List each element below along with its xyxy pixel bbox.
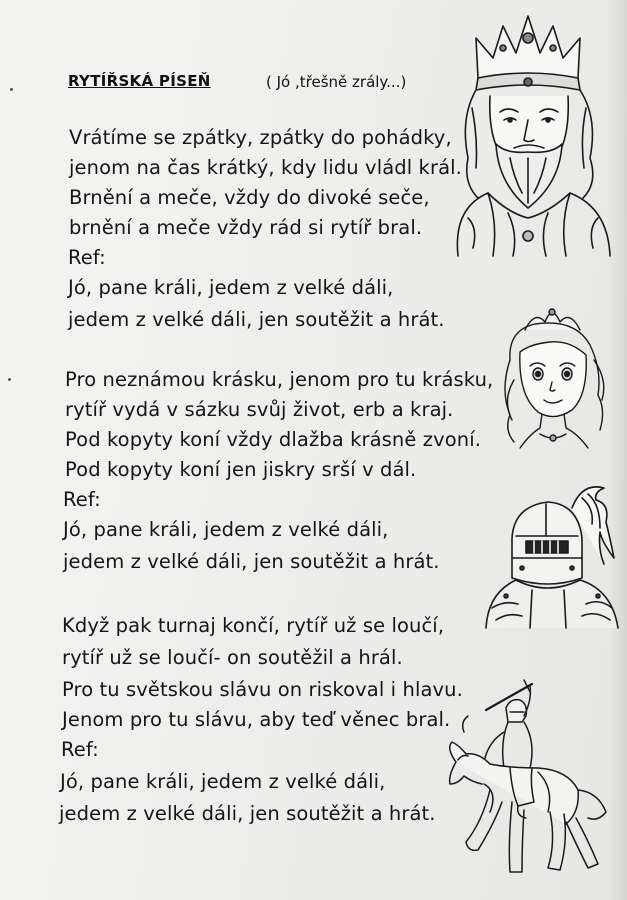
speck (8, 378, 11, 381)
verse-1-line-2: jenom na čas krátký, kdy lidu vládl král. (69, 156, 462, 179)
verse-2-line-2: rytíř vydá v sázku svůj život, erb a kraj. (65, 398, 454, 421)
verse-3-line-2: rytíř už se loučí- on soutěžil a hrál. (62, 646, 403, 669)
verse-2-refrain-1: Jó, pane králi, jedem z velké dáli, (63, 518, 389, 541)
song-title: RYTÍŘSKÁ PÍSEŇ (68, 72, 211, 90)
king-icon (448, 8, 618, 258)
knight-on-horse-icon (438, 672, 618, 892)
verse-3-refrain-1: Jó, pane králi, jedem z velké dáli, (60, 770, 386, 793)
song-subtitle: ( Jó ,třešně zrály...) (266, 73, 407, 91)
verse-1-line-3: Brnění a meče, vždy do divoké seče, (69, 186, 430, 209)
verse-3-line-3: Pro tu světskou slávu on riskoval i hlavu. (62, 678, 463, 701)
verse-2-line-3: Pod kopyty koní vždy dlažba krásně zvoní. (65, 428, 482, 451)
verse-2-refrain-2: jedem z velké dáli, jen soutěžit a hrát. (63, 550, 440, 573)
verse-2-line-4: Pod kopyty koní jen jiskry srší v dál. (65, 458, 417, 481)
verse-3-ref-label: Ref: (61, 738, 99, 761)
verse-2-ref-label: Ref: (63, 488, 101, 511)
speck (10, 88, 13, 91)
verse-1-refrain-2: jedem z velké dáli, jen soutěžit a hrát. (68, 308, 445, 331)
verse-1-refrain-1: Jó, pane králi, jedem z velké dáli, (68, 276, 394, 299)
verse-1-line-1: Vrátíme se zpátky, zpátky do pohádky, (69, 126, 452, 149)
verse-3-line-4: Jenom pro tu slávu, aby teď věnec bral. (62, 708, 451, 731)
verse-1-line-4: brnění a meče vždy rád si rytíř bral. (69, 216, 423, 239)
verse-1-ref-label: Ref: (68, 246, 106, 269)
princess-icon (490, 300, 620, 450)
verse-3-line-1: Když pak turnaj končí, rytíř už se loučí, (62, 614, 445, 637)
verse-2-line-1: Pro neznámou krásku, jenom pro tu krásku, (65, 368, 494, 391)
knight-helmet-icon (482, 478, 622, 643)
verse-3-refrain-2: jedem z velké dáli, jen soutěžit a hrát. (59, 802, 436, 825)
